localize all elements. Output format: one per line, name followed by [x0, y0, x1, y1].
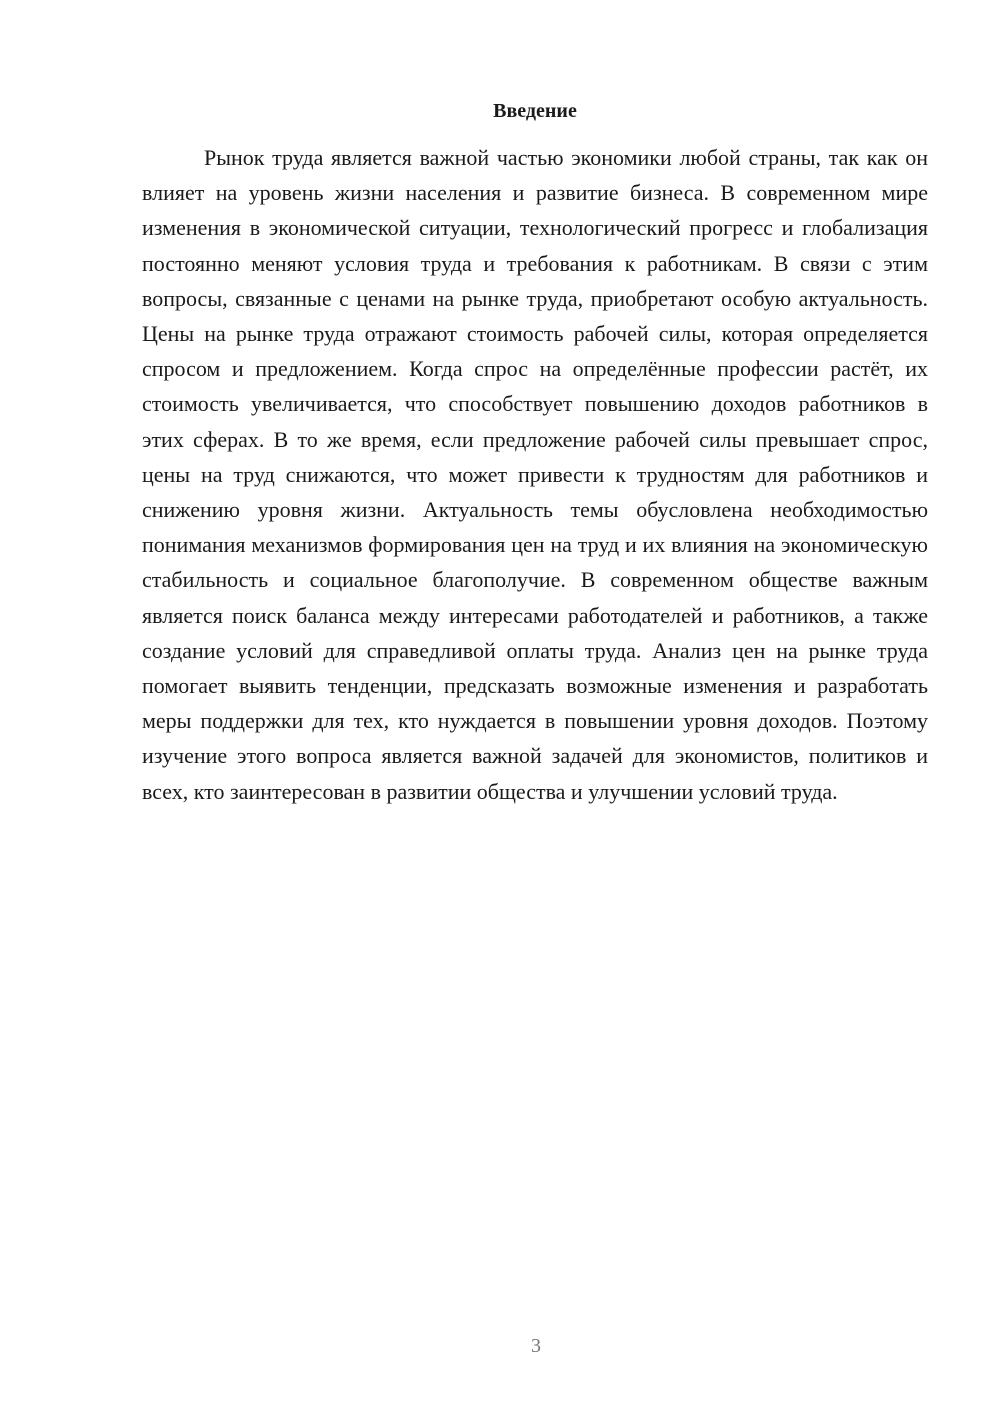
section-heading: Введение [493, 100, 577, 122]
introduction-paragraph: Рынок труда является важной частью экономики любой страны, так как он влияет на уровень жизни населения и развитие бизнеса. В современном мире изменения в экономической ситуации, технологический прогресс и глобализация постоянно меняют условия труда и требования к работникам. В связи с этим вопросы, связанные с ценами на рынке труда, приобретают особую актуальность. Цены на рынке труда отражают стоимость рабочей силы, которая определяется спросом и предложением. Когда спрос на определённые профессии растёт, их стоимость увеличивается, что способствует повышению доходов работников в этих сферах. В то же время, если предложение рабочей силы превышает спрос, цены на труд снижаются, что может привести к трудностям для работников и снижению уровня жизни. Актуальность темы обусловлена необходимостью понимания механизмов формирования цен на труд и их влияния на экономическую стабильность и социальное благополучие. В современном обществе важным является поиск баланса между интересами работодателей и работников, а также создание условий для справедливой оплаты труда. Анализ цен на рынке труда помогает выявить тенденции, предсказать возможные изменения и разработать меры поддержки для тех, кто нуждается в повышении уровня доходов. Поэтому изучение этого вопроса является важной задачей для экономистов, политиков и всех, кто заинтересован в развитии общества и улучшении условий труда. [142, 145, 928, 804]
page-number: 3 [531, 1335, 541, 1357]
